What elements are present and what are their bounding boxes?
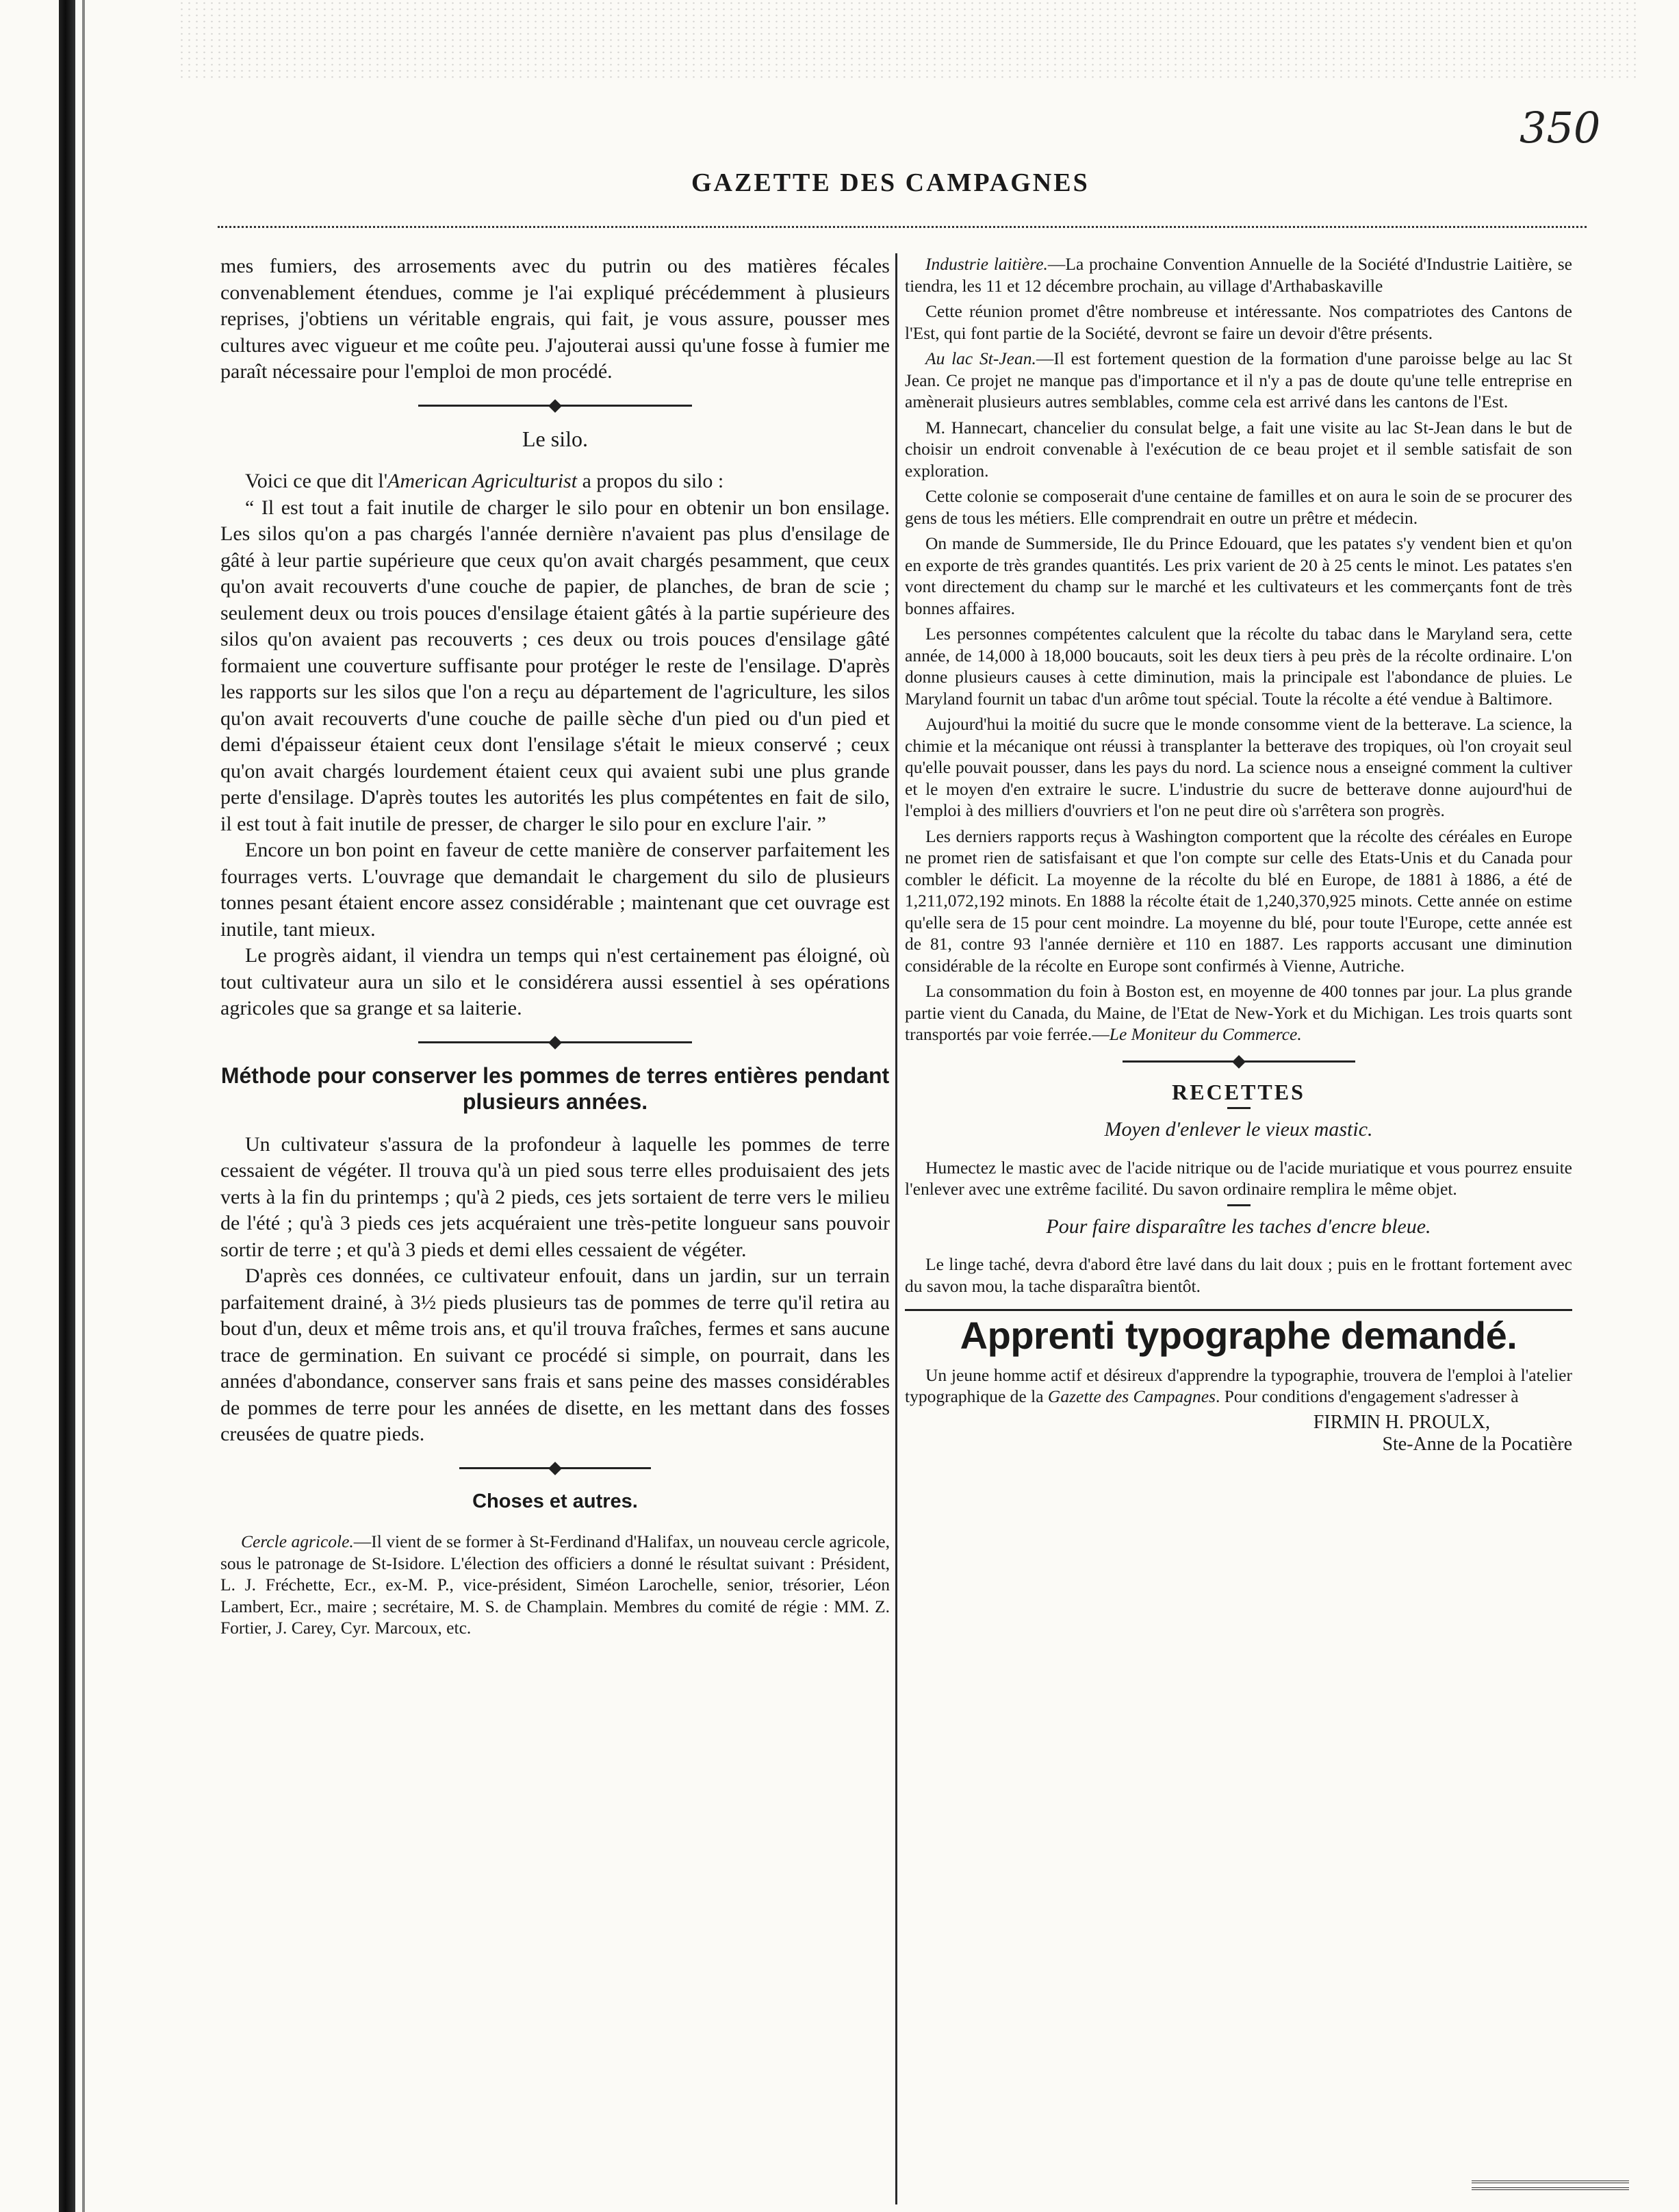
recettes-title: RECETTES	[1172, 1079, 1305, 1104]
silo-paragraph: Encore un bon point en faveur de cette manière de conserver parfaitement les fourrages verts. L'ouvrage que demandait le chargement du silo de plusieurs tonnes pesant étaient encore assez considérable ; maintenant que cet ouvrage est inutile, tant mieux.	[220, 839, 890, 941]
recipe-text: Le linge taché, devra d'abord être lavé dans du lait doux ; puis en le frottant fortement avec du savon mou, la tache disparaîtra bientôt.	[905, 1254, 1572, 1296]
article-continuation: mes fumiers, des arrosements avec du putrin ou des matières fécales convenablement étendues, comme je l'ai expliqué précédemment à plusieurs reprises, j'obtiens un véritable engrais, qui fait, je vous assure, pousser mes cultures avec vigueur et me coûte peu. J'ajouterai aussi qu'une fosse à fumier me paraît nécessaire pour l'emploi de mon procédé.	[220, 255, 890, 383]
news-item: Les personnes compétentes calculent que la récolte du tabac dans le Maryland sera, cette année, de 14,000 à 18,000 boucauts, soit les deux tiers à peu près de la récolte ordinaire. L'on donne plusieurs causes à cette diminution, mais la principale est l'abondance de pluies. Le Maryland fournit un tabac d'un arôme tout spécial. Toute la récolte a été vendue à Baltimore.	[905, 624, 1572, 709]
short-rule	[1227, 1204, 1251, 1206]
news-item: Aujourd'hui la moitié du sucre que le monde consomme vient de la betterave. La science, la chimie et la mécanique ont réussi à transplanter la betterave des tropiques, où l'on croyait seul qu'elle pouvait pousser, dans les pays du nord. La science nous a enseigné comment la cultiver et le moyen d'en extraire le sucre. L'industrie du sucre de betterave donne aujourd'hui de l'emploi à des milliers d'ouvriers et l'on ne peut dire où s'arrêtera son progrès.	[905, 714, 1572, 820]
signature-place: Ste-Anne de la Pocatière	[1382, 1433, 1572, 1455]
column-divider	[895, 253, 897, 2204]
news-item: Au lac St-Jean.—Il est fortement question de la formation d'une paroisse belge au lac St Jean. Ce projet ne manque pas d'importance et il n'y a pas de doute qu'une telle entreprise en amènerait plusieurs autres semblables, comme cela est arrivé dans les cantons de l'Est.	[905, 348, 1572, 411]
news-item: M. Hannecart, chancelier du consulat belge, a fait une visite au lac St-Jean dans le but de choisir un endroit convenable à l'exécution de ce beau projet et il semble satisfait de son exploration.	[905, 417, 1572, 481]
news-item: On mande de Summerside, Ile du Prince Edouard, que les patates s'y vendent bien et qu'on en exporte de très grandes quantités. Les prix varient de 20 à 25 cents le minot. Les patates s'en vont directement du champ sur le marché et les cultivateurs et les commerçants font de très bonnes affaires.	[905, 533, 1572, 618]
silo-title: Le silo.	[522, 426, 588, 451]
binding-edge	[59, 0, 75, 2212]
ad-title: Apprenti typographe demandé.	[960, 1314, 1517, 1357]
method-title: Méthode pour conserver les pommes de terres entières pendant plusieurs années.	[220, 1063, 890, 1114]
ad-text: Un jeune homme actif et désireux d'apprendre la typographie, trouvera de l'emploi à l'atelier typographique de la Gazette des Campagnes. Pour conditions d'engagement s'adresser à	[905, 1364, 1572, 1406]
header-rule	[218, 226, 1587, 228]
scan-noise	[178, 0, 1636, 82]
recipe-title: Moyen d'enlever le vieux mastic.	[1104, 1118, 1373, 1141]
left-column	[220, 253, 890, 1643]
right-column	[905, 253, 1572, 1455]
news-item: Les derniers rapports reçus à Washington comportent que la récolte des céréales en Europe ne promet rien de satisfaisant et que l'on compte sur celle des Etats-Unis et du Canada pour combler le déficit. La moyenne de la récolte du blé en Europe, de 1881 à 1886, a été de 1,211,072,192 minots. En 1888 la récolte était de 1,240,370,925 minots. Cette année on estime qu'elle sera de 15 pour cent moindre. La moyenne du blé, pour toute l'Europe, cette année est de 81, contre 93 l'année dernière et 110 en 1887. Les rapports accusant une diminution considérable de la récolte en Europe sont confirmés à Vienne, Autriche.	[905, 826, 1572, 976]
method-paragraph: Un cultivateur s'assura de la profondeur à laquelle les pommes de terre cessaient de végéter. Il trouva qu'à un pied sous terre elles produisaient des jets verts à la fin du printemps ; qu'à 2 pieds, ces jets sortaient de terre vers le milieu de l'été ; qu'à 3 pieds ces jets acquéraient une très-petite longueur sans pouvoir sortir de terre ; et qu'à 3 pieds et demi elles cessaient de végéter.	[220, 1132, 890, 1261]
short-rule	[1227, 1107, 1251, 1109]
choses-title: Choses et autres.	[472, 1490, 638, 1512]
section-rule	[418, 405, 692, 407]
section-rule	[1123, 1060, 1355, 1063]
section-rule	[418, 1041, 692, 1043]
masthead: GAZETTE DES CAMPAGNES	[691, 168, 1090, 197]
method-paragraph: D'après ces données, ce cultivateur enfouit, dans un jardin, sur un terrain parfaitement drainé, à 3½ pieds plusieurs tas de pommes de terre qu'il retira au bout d'un, deux et même trois ans, et qu'il trouva fraîches, fermes et sans aucune trace de germination. En suivant ce procédé si simple, on pourrait, dans les années d'abondance, conserver sans frais et sans peine des masses considérables de pommes de terre pour les années de disette, en les mettant dans des fosses creusées de quatre pieds.	[220, 1264, 890, 1445]
ad-top-rule	[905, 1309, 1572, 1311]
news-item: La consommation du foin à Boston est, en moyenne de 400 tonnes par jour. La plus grande partie vient du Canada, du Maine, de l'Etat de New-York et du Michigan. Les trois quarts sont transportés par voie ferrée.—Le Moniteur du Commerce.	[905, 981, 1572, 1044]
recipe-title: Pour faire disparaître les taches d'encre bleue.	[1046, 1215, 1431, 1238]
page-number: 350	[1520, 103, 1601, 153]
recipe-text: Humectez le mastic avec de l'acide nitrique ou de l'acide muriatique et vous pourrez ensuite l'enlever avec une extrême facilité. Du savon ordinaire remplira le même objet.	[905, 1157, 1572, 1199]
bottom-rule	[1472, 2181, 1629, 2190]
silo-paragraph: Voici ce que dit l'American Agriculturist a propos du silo :	[245, 470, 724, 492]
news-item: Cette colonie se composerait d'une centaine de familles et on aura le soin de se procurer des gens de tous les métiers. Elle comprendrait en outre un prêtre et médecin.	[905, 486, 1572, 528]
binding-shadow	[82, 0, 85, 2212]
news-item: Industrie laitière.—La prochaine Convention Annuelle de la Société d'Industrie Laitière, se tiendra, les 11 et 12 décembre prochain, au village d'Arthabaskaville	[905, 254, 1572, 296]
choses-paragraph: Cercle agricole.—Il vient de se former à St-Ferdinand d'Halifax, un nouveau cercle agricole, sous le patronage de St-Isidore. L'élection des officiers a donné le résultat suivant : Président, L. J. Fréchette, Ecr., ex-M. P., vice-président, Siméon Larochelle, senior, trésorier, Léon Lambert, Ecr., maire ; secrétaire, M. S. de Champlain. Membres du comité de régie : MM. Z. Fortier, J. Carey, Cyr. Marcoux, etc.	[220, 1531, 890, 1638]
silo-paragraph: Le progrès aidant, il viendra un temps qui n'est certainement pas éloigné, où tout cultivateur aura un silo et le considérera aussi essentiel à ses opérations agricoles que sa grange et sa laiterie.	[220, 944, 890, 1019]
section-rule	[459, 1467, 651, 1469]
news-item: Cette réunion promet d'être nombreuse et intéressante. Nos compatriotes des Cantons de l'Est, qui font partie de la Société, devront se faire un devoir d'être présents.	[905, 301, 1572, 343]
silo-quote: “ Il est tout a fait inutile de charger le silo pour en obtenir un bon ensilage. Les silos qu'on a pas chargés l'année dernière n'avaient pas plus d'ensilage de gâté à leur partie supérieure que ceux qu'on avait chargés pesamment, que ceux qu'on avait recouverts d'une couche de papier, de planches, de bran de scie ; seulement deux ou trois pouces d'ensilage étaient gâtés à la partie supérieure des silos qu'on avaient pas recouverts ; ces deux ou trois pouces d'ensilage gâté formaient une couverture suffisante pour protéger le reste de l'ensilage. D'après les rapports sur les silos que l'on a reçu au département de l'agriculture, les silos qu'on avait recouverts d'une couche de paille sèche d'un pied ou d'un pied et demi d'épaisseur étaient ceux dont l'ensilage s'était le mieux conservé ; ceux qu'on avait chargés lourdement étaient ceux qui avaient subi une plus grande perte d'ensilage. D'après toutes les autorités les plus compétentes en fait de silo, il est tout à fait inutile de presser, de charger le silo pour en exclure l'air. ”	[220, 496, 890, 835]
signature-name: FIRMIN H. PROULX,	[1313, 1411, 1490, 1433]
